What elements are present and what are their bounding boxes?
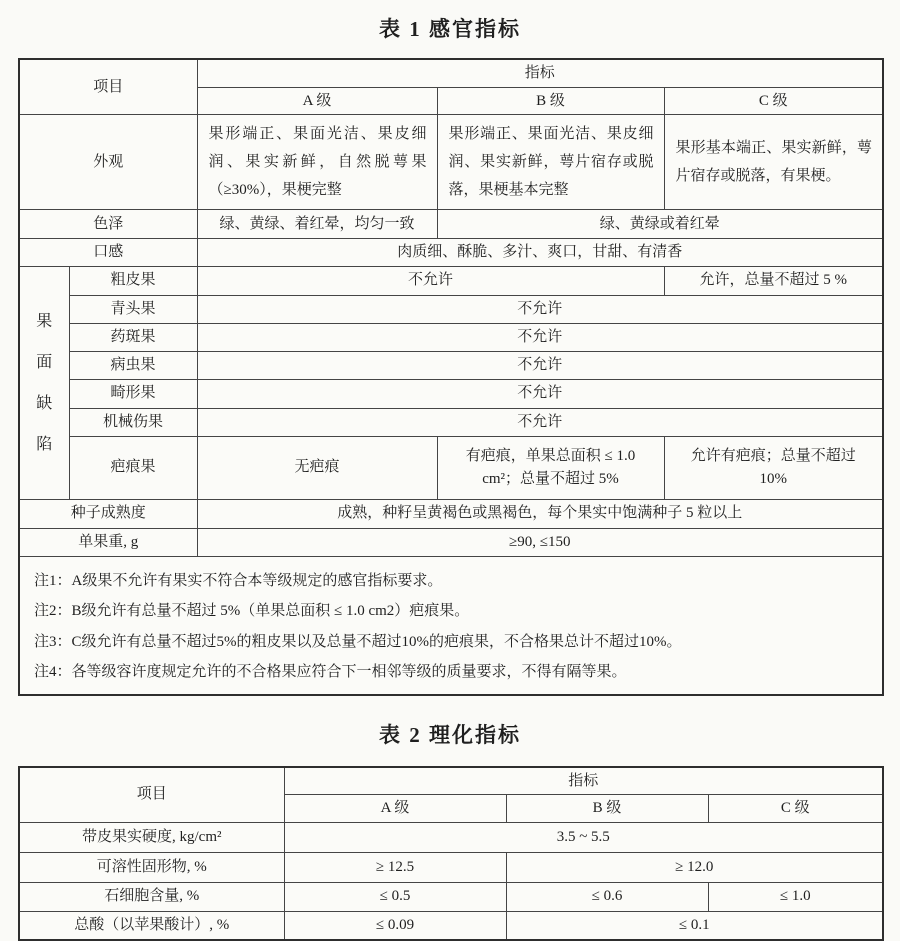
t1-rough-skin-ab: 不允许 — [197, 266, 664, 295]
table-row — [19, 266, 883, 295]
table-row — [19, 556, 883, 695]
t1-color-label: 色泽 — [19, 210, 197, 239]
t1-header-grade-b: B 级 — [437, 87, 664, 115]
t1-green-head-all: 不允许 — [197, 295, 883, 323]
t1-mechanical-label: 机械伤果 — [69, 408, 197, 436]
t1-appearance-b: 果形端正、果面光洁、果皮细润、果实新鲜，萼片宿存或脱落，果梗基本完整 — [437, 115, 664, 210]
t1-weight-all: ≥90, ≤150 — [197, 528, 883, 556]
table-row — [19, 323, 883, 351]
t1-scar-b: 有疤痕，单果总面积 ≤ 1.0 cm²；总量不超过 5% — [437, 436, 664, 499]
table-row — [19, 379, 883, 408]
t2-total-acid-bc: ≤ 0.1 — [506, 911, 883, 940]
table-row — [19, 822, 883, 852]
t1-spot-label: 药斑果 — [69, 323, 197, 351]
note-4: 注4：各等级容许度规定允许的不合格果应符合下一相邻等级的质量要求，不得有隔等果。 — [34, 657, 868, 688]
sensory-indicator-table — [18, 58, 884, 696]
t1-pest-all: 不允许 — [197, 351, 883, 379]
table-row — [19, 210, 883, 239]
t1-taste-all: 肉质细、酥脆、多汁、爽口，甘甜、有清香 — [197, 239, 883, 267]
t1-color-bc: 绿、黄绿或着红晕 — [437, 210, 883, 239]
table-row — [19, 408, 883, 436]
t1-pest-label: 病虫果 — [69, 351, 197, 379]
table-row — [19, 351, 883, 379]
table-row — [19, 115, 883, 210]
t1-color-a: 绿、黄绿、着红晕，均匀一致 — [197, 210, 437, 239]
table-row — [19, 499, 883, 528]
table-row — [19, 59, 883, 87]
t1-rough-skin-label: 粗皮果 — [69, 266, 197, 295]
t2-header-indicator: 指标 — [284, 767, 883, 795]
t2-stone-cells-c: ≤ 1.0 — [708, 882, 883, 911]
t1-taste-label: 口感 — [19, 239, 197, 267]
t2-hardness-all: 3.5 ~ 5.5 — [284, 822, 883, 852]
t1-rough-skin-c: 允许，总量不超过 5 % — [664, 266, 883, 295]
t2-total-acid-a: ≤ 0.09 — [284, 911, 506, 940]
t1-header-grade-c: C 级 — [664, 87, 883, 115]
t1-spot-all: 不允许 — [197, 323, 883, 351]
t2-soluble-solids-bc: ≥ 12.0 — [506, 852, 883, 882]
note-1: 注1：A级果不允许有果实不符合本等级规定的感官指标要求。 — [34, 566, 868, 597]
t1-header-grade-a: A 级 — [197, 87, 437, 115]
note-3: 注3：C级允许有总量不超过5%的粗皮果以及总量不超过10%的疤痕果，不合格果总计不超过10%。 — [34, 627, 868, 658]
table-row — [19, 436, 883, 499]
t1-scar-c: 允许有疤痕；总量不超过 10% — [664, 436, 883, 499]
t2-stone-cells-a: ≤ 0.5 — [284, 882, 506, 911]
table-row — [19, 767, 883, 795]
t1-appearance-a: 果形端正、果面光洁、果皮细润、果实新鲜，自然脱萼果（≥30%），果梗完整 — [197, 115, 437, 210]
t2-stone-cells-label: 石细胞含量, % — [19, 882, 284, 911]
t2-header-grade-a: A 级 — [284, 795, 506, 823]
t1-notes-cell — [19, 556, 883, 695]
note-2: 注2：B级允许有总量不超过 5%（单果总面积 ≤ 1.0 cm2）疤痕果。 — [34, 596, 868, 627]
t2-soluble-solids-a: ≥ 12.5 — [284, 852, 506, 882]
table2-title: 表 2 理化指标 — [18, 696, 882, 766]
t2-header-grade-c: C 级 — [708, 795, 883, 823]
t1-deformed-all: 不允许 — [197, 379, 883, 408]
t1-header-indicator: 指标 — [197, 59, 883, 87]
defects-vertical-label: 果面缺陷 — [35, 301, 53, 465]
t1-header-item: 项目 — [19, 59, 197, 115]
t1-mechanical-all: 不允许 — [197, 408, 883, 436]
t1-scar-a: 无疤痕 — [197, 436, 437, 499]
t2-soluble-solids-label: 可溶性固形物, % — [19, 852, 284, 882]
t2-hardness-label: 带皮果实硬度, kg/cm² — [19, 822, 284, 852]
table-row — [19, 852, 883, 882]
t1-scar-label: 疤痕果 — [69, 436, 197, 499]
t2-header-item: 项目 — [19, 767, 284, 823]
table-row — [19, 528, 883, 556]
table1-title: 表 1 感官指标 — [18, 0, 882, 58]
t1-seed-all: 成熟，种籽呈黄褐色或黑褐色，每个果实中饱满种子 5 粒以上 — [197, 499, 883, 528]
t2-header-grade-b: B 级 — [506, 795, 708, 823]
t1-deformed-label: 畸形果 — [69, 379, 197, 408]
table-row — [19, 239, 883, 267]
t2-stone-cells-b: ≤ 0.6 — [506, 882, 708, 911]
t2-total-acid-label: 总酸（以苹果酸计）, % — [19, 911, 284, 940]
t1-appearance-label: 外观 — [19, 115, 197, 210]
t1-appearance-c: 果形基本端正、果实新鲜，萼片宿存或脱落，有果梗。 — [664, 115, 883, 210]
table-row — [19, 882, 883, 911]
physicochemical-indicator-table — [18, 766, 884, 941]
t1-seed-label: 种子成熟度 — [19, 499, 197, 528]
t1-weight-label: 单果重, g — [19, 528, 197, 556]
table-row — [19, 911, 883, 940]
t1-green-head-label: 青头果 — [69, 295, 197, 323]
t1-defects-group-label — [19, 266, 69, 499]
table-row — [19, 295, 883, 323]
